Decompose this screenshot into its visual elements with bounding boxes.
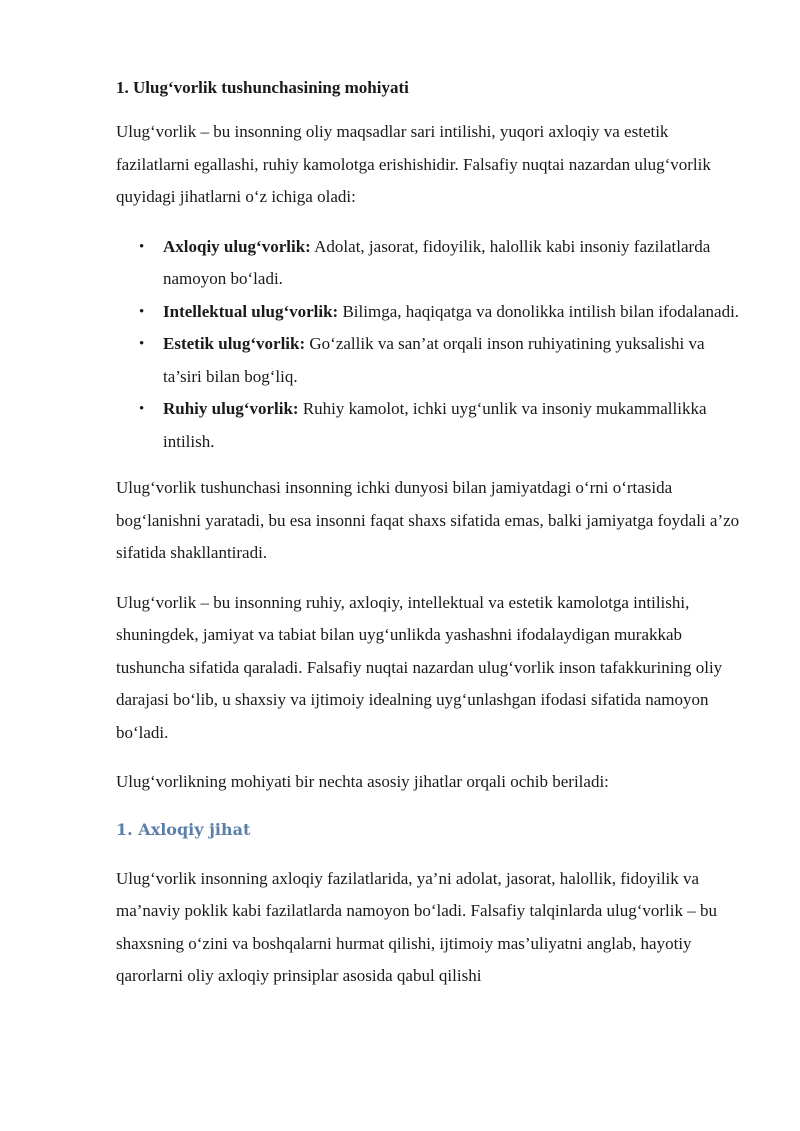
paragraph-definition: Ulug‘vorlik – bu insonning ruhiy, axloqiy, intellektual va estetik kamolotga intilishi, shuningdek, jamiyat va tabiat bilan uyg‘unlikda yashashni ifodalaydigan murakkab tushuncha sifatida qaraladi. Falsafiy nuqtai nazardan ulug‘vorlik inson tafakkurining oliy darajasi bo‘lib, u shaxsiy va ijtimoiy idealning uyg‘unlashgan ifodasi sifatida namoyon bo‘ladi. — [116, 592, 723, 742]
aspects-list — [116, 231, 746, 459]
bullet-icon: • — [139, 303, 145, 320]
subheading-moral-aspect: 1. Axloqiy jihat — [116, 819, 251, 839]
bullet-icon: • — [139, 401, 145, 417]
intro-paragraph: Ulug‘vorlik – bu insonning oliy maqsadlar sari intilishi, yuqori axloqiy va estetik fazilatlarni egallashi, ruhiy kamolotga erishishidir. Falsafiy nuqtai nazardan ulug‘vorlik quyidagi jihatlarni o‘z ichiga oladi: — [116, 122, 711, 206]
aspect-term: Ruhiy ulug‘vorlik: — [163, 399, 299, 418]
section-title: 1. Ulug‘vorlik tushunchasining mohiyati — [116, 78, 409, 97]
aspect-term: Intellektual ulug‘vorlik: — [163, 301, 339, 321]
aspect-term: Axloqiy ulug‘vorlik: — [163, 236, 311, 256]
aspect-term: Estetik ulug‘vorlik: — [163, 334, 306, 353]
paragraph-aspects-intro: Ulug‘vorlikning mohiyati bir nechta asosiy jihatlar orqali ochib beriladi: — [116, 772, 609, 791]
document-page — [116, 74, 746, 1010]
bullet-icon: • — [139, 336, 145, 352]
list-item — [139, 393, 746, 458]
paragraph-society: Ulug‘vorlik tushunchasi insonning ichki dunyosi bilan jamiyatdagi o‘rni o‘rtasida bog‘lanishni yaratadi, bu esa insonni faqat shaxs sifatida emas, balki jamiyatga foydali a’zo sifatida shakllantiradi. — [116, 478, 740, 562]
list-item — [139, 231, 746, 296]
paragraph-moral: Ulug‘vorlik insonning axloqiy fazilatlarida, ya’ni adolat, jasorat, halollik, fidoyilik va ma’naviy poklik kabi fazilatlarda namoyon bo‘ladi. Falsafiy talqinlarda ulug‘vorlik – bu shaxsning o‘zini va boshqalarni hurmat qilishi, ijtimoiy mas’uliyatni anglab, hayotiy qarorlarni oliy axloqiy prinsiplar asosida qabul qilishi — [116, 868, 717, 985]
list-item — [139, 328, 746, 393]
aspect-text: Go‘zallik va san’at orqali inson ruhiyatining yuksalishi va ta’siri bilan bog‘liq. — [163, 334, 705, 386]
aspect-text: Bilimga, haqiqatga va donolikka intilish bilan ifodalanadi. — [338, 301, 740, 321]
aspect-text: Ruhiy kamolot, ichki uyg‘unlik va insoniy mukammallikka intilish. — [163, 399, 707, 451]
bullet-icon: • — [139, 238, 145, 255]
aspect-text: Adolat, jasorat, fidoyilik, halollik kabi insoniy fazilatlarda namoyon bo‘ladi. — [163, 236, 711, 288]
list-item — [139, 296, 746, 329]
